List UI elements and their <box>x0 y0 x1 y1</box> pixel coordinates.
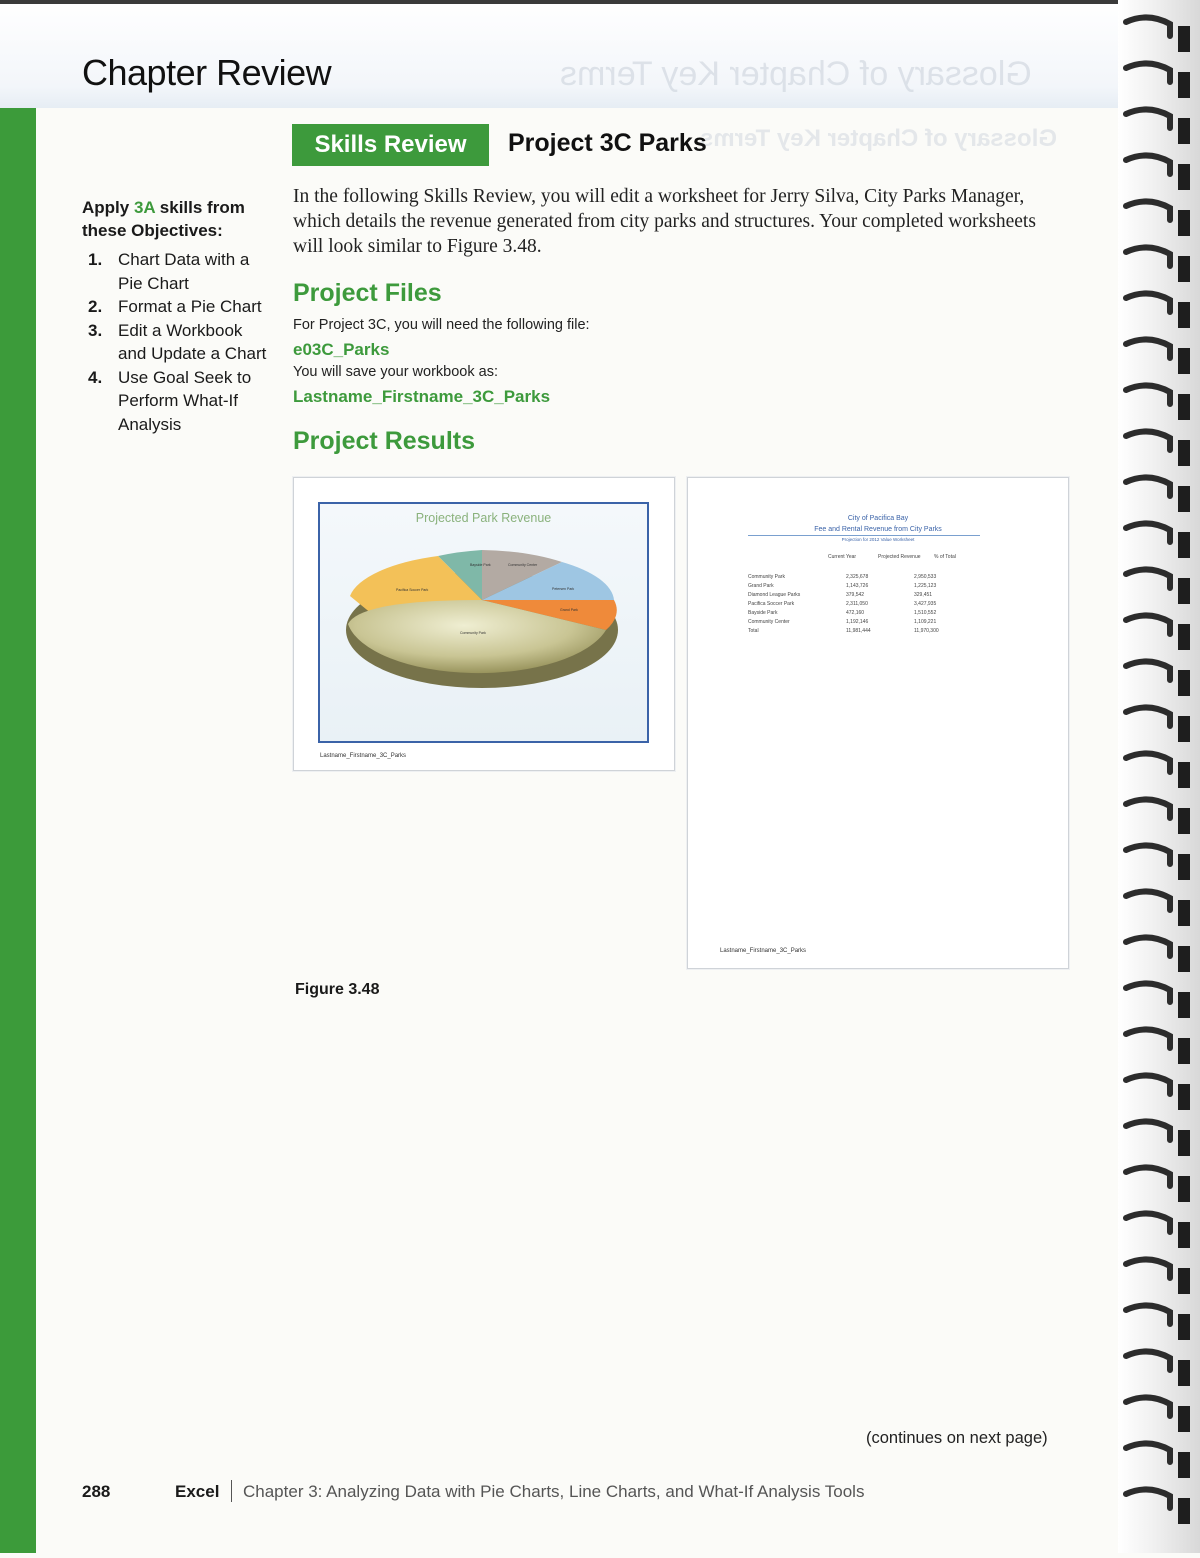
binding-coil <box>1126 1397 1170 1416</box>
input-file-name: e03C_Parks <box>293 340 390 359</box>
binding-post <box>1178 1176 1190 1202</box>
slice-label: Grand Park <box>560 608 578 612</box>
binding-coil <box>1126 1075 1170 1094</box>
objective-item <box>82 295 267 319</box>
chapter-title: Chapter Review <box>82 52 332 93</box>
binding-post <box>1178 762 1190 788</box>
binding-post <box>1178 670 1190 696</box>
bleed-through-text: Glossary of Chapter Key Terms <box>560 55 1032 93</box>
objectives-heading <box>82 196 267 242</box>
apply-suffix: skills from these Objectives: <box>82 198 245 240</box>
footer-chapter-title: Chapter 3: Analyzing Data with Pie Charts, Line Charts, and What-If Analysis Tools <box>243 1482 865 1501</box>
top-rule <box>0 0 1120 4</box>
binding-post <box>1178 348 1190 374</box>
slice-label: Community Park <box>460 631 486 635</box>
binding-post <box>1178 1038 1190 1064</box>
objective-text: Use Goal Seek to Perform What-If Analysis <box>118 367 252 434</box>
page-number: 288 <box>82 1482 111 1501</box>
binding-post <box>1178 946 1190 972</box>
binding-post <box>1178 1222 1190 1248</box>
binding-coil <box>1126 1259 1170 1278</box>
binding-coil <box>1126 339 1170 358</box>
binding-coil <box>1126 799 1170 818</box>
save-as-text: You will save your workbook as: <box>293 364 498 380</box>
binding-coil <box>1126 891 1170 910</box>
project-results-heading: Project Results <box>293 427 476 455</box>
chart-sheet-thumbnail <box>293 477 675 771</box>
binding-post <box>1178 164 1190 190</box>
binding-post <box>1178 72 1190 98</box>
binding-post <box>1178 624 1190 650</box>
binding-coil <box>1126 1121 1170 1140</box>
binding-post <box>1178 992 1190 1018</box>
apply-prefix: Apply <box>82 198 134 217</box>
objective-item <box>82 319 267 366</box>
binding-coil <box>1126 569 1170 588</box>
footer-divider <box>231 1480 232 1502</box>
slice-label: Bayside Park <box>470 563 491 567</box>
figure-caption: Figure 3.48 <box>295 981 380 998</box>
chart-area <box>318 502 649 743</box>
objective-number: 2. <box>88 297 103 316</box>
objective-number: 4. <box>88 367 103 387</box>
binding-post <box>1178 808 1190 834</box>
binding-coil <box>1126 523 1170 542</box>
binding-coil <box>1126 247 1170 266</box>
binding-coil <box>1126 477 1170 496</box>
worksheet-thumbnail <box>687 477 1069 969</box>
binding-post <box>1178 578 1190 604</box>
sheet-row: Grand Park 1,143,726 1,225,123 <box>748 583 937 589</box>
binding-post <box>1178 1268 1190 1294</box>
binding-coil <box>1126 1029 1170 1048</box>
binding-coil <box>1126 1213 1170 1232</box>
sheet-rule <box>748 535 980 536</box>
need-file-text: For Project 3C, you will need the following file: <box>293 317 590 333</box>
binding-coil <box>1126 293 1170 312</box>
binding-coil <box>1126 431 1170 450</box>
binding-post <box>1178 394 1190 420</box>
chart-title: Projected Park Revenue <box>415 511 552 525</box>
binding-post <box>1178 440 1190 466</box>
binding-post <box>1178 118 1190 144</box>
binding-post <box>1178 1360 1190 1386</box>
pie-chart-graphic <box>320 504 647 741</box>
binding-post <box>1178 854 1190 880</box>
sheet-title: City of Pacifica Bay <box>847 515 909 522</box>
slice-label: Petersen Park <box>552 587 575 591</box>
binding-coil <box>1126 753 1170 772</box>
intro-paragraph: In the following Skills Review, you will edit a worksheet for Jerry Silva, City Parks Manager, which details the revenue generated from city parks and structures. Your completed worksheets will look similar to Figure 3.48. <box>293 186 1036 257</box>
bleed-through-text-2: Glossary of Chapter Key Terms <box>700 125 1058 152</box>
binding-coils <box>1118 0 1200 1553</box>
binding-post <box>1178 532 1190 558</box>
objectives-sidebar <box>82 196 267 436</box>
objective-text: Chart Data with a Pie Chart <box>118 250 250 293</box>
objective-text: Format a Pie Chart <box>118 297 262 316</box>
binding-post <box>1178 1452 1190 1478</box>
binding-post <box>1178 256 1190 282</box>
binding-post <box>1178 1084 1190 1110</box>
project-files-heading: Project Files <box>293 279 442 307</box>
sheet-subtitle-2: Projection for 2012 Value Worksheet <box>841 537 915 542</box>
binding-post <box>1178 1314 1190 1340</box>
binding-coil <box>1126 201 1170 220</box>
binding-coil <box>1126 63 1170 82</box>
slice-label: Community Center <box>508 563 538 567</box>
sheet-row: Bayside Park 472,160 1,510,552 <box>748 610 937 616</box>
binding-coil <box>1126 1489 1170 1508</box>
binding-post <box>1178 1498 1190 1524</box>
binding-coil <box>1126 1351 1170 1370</box>
sheet-total-row: Total 11,981,444 11,970,300 <box>748 628 939 634</box>
objective-code: 3A <box>133 198 156 217</box>
margin-color-bar <box>0 108 36 1553</box>
sheet-header-row: Current Year Projected Revenue % of Total <box>828 554 956 560</box>
sheet-subtitle: Fee and Rental Revenue from City Parks <box>814 526 942 533</box>
skills-review-badge: Skills Review <box>292 124 489 166</box>
binding-post <box>1178 26 1190 52</box>
objective-item <box>82 366 267 437</box>
binding-coil <box>1126 109 1170 128</box>
binding-coil <box>1126 1443 1170 1462</box>
objectives-list <box>82 248 267 436</box>
binding-post <box>1178 486 1190 512</box>
output-file-name: Lastname_Firstname_3C_Parks <box>293 387 551 406</box>
binding-post <box>1178 210 1190 236</box>
sheet-row: Community Center 1,192,146 1,109,221 <box>748 619 937 625</box>
binding-coil <box>1126 983 1170 1002</box>
binding-post <box>1178 1130 1190 1156</box>
sheet-row: Diamond League Parks 379,542 329,451 <box>748 592 933 598</box>
sheet-row: Pacifica Soccer Park 2,311,050 3,427,935 <box>748 601 937 607</box>
footer-app-name: Excel <box>175 1482 220 1501</box>
binding-coil <box>1126 1305 1170 1324</box>
binding-post <box>1178 716 1190 742</box>
binding-coil <box>1126 615 1170 634</box>
binding-coil <box>1126 385 1170 404</box>
continues-note: (continues on next page) <box>866 1429 1048 1447</box>
binding-post <box>1178 900 1190 926</box>
project-title: Project 3C Parks <box>508 129 707 157</box>
binding-coil <box>1126 17 1170 36</box>
binding-coil <box>1126 661 1170 680</box>
binding-coil <box>1126 155 1170 174</box>
binding-post <box>1178 302 1190 328</box>
spiral-binding <box>1118 0 1200 1553</box>
objective-number: 1. <box>88 250 103 269</box>
binding-coil <box>1126 707 1170 726</box>
objective-number: 3. <box>88 320 103 340</box>
worksheet-footer: Lastname_Firstname_3C_Parks <box>720 948 807 954</box>
chart-sheet-footer: Lastname_Firstname_3C_Parks <box>320 753 407 759</box>
binding-coil <box>1126 937 1170 956</box>
objective-item <box>82 248 267 295</box>
binding-coil <box>1126 845 1170 864</box>
binding-post <box>1178 1406 1190 1432</box>
sheet-row: Community Park 2,325,678 2,950,533 <box>748 574 937 580</box>
binding-coil <box>1126 1167 1170 1186</box>
slice-label: Pacifica Soccer Park <box>396 588 429 592</box>
objective-text: Edit a Workbook and Update a Chart <box>118 320 267 363</box>
